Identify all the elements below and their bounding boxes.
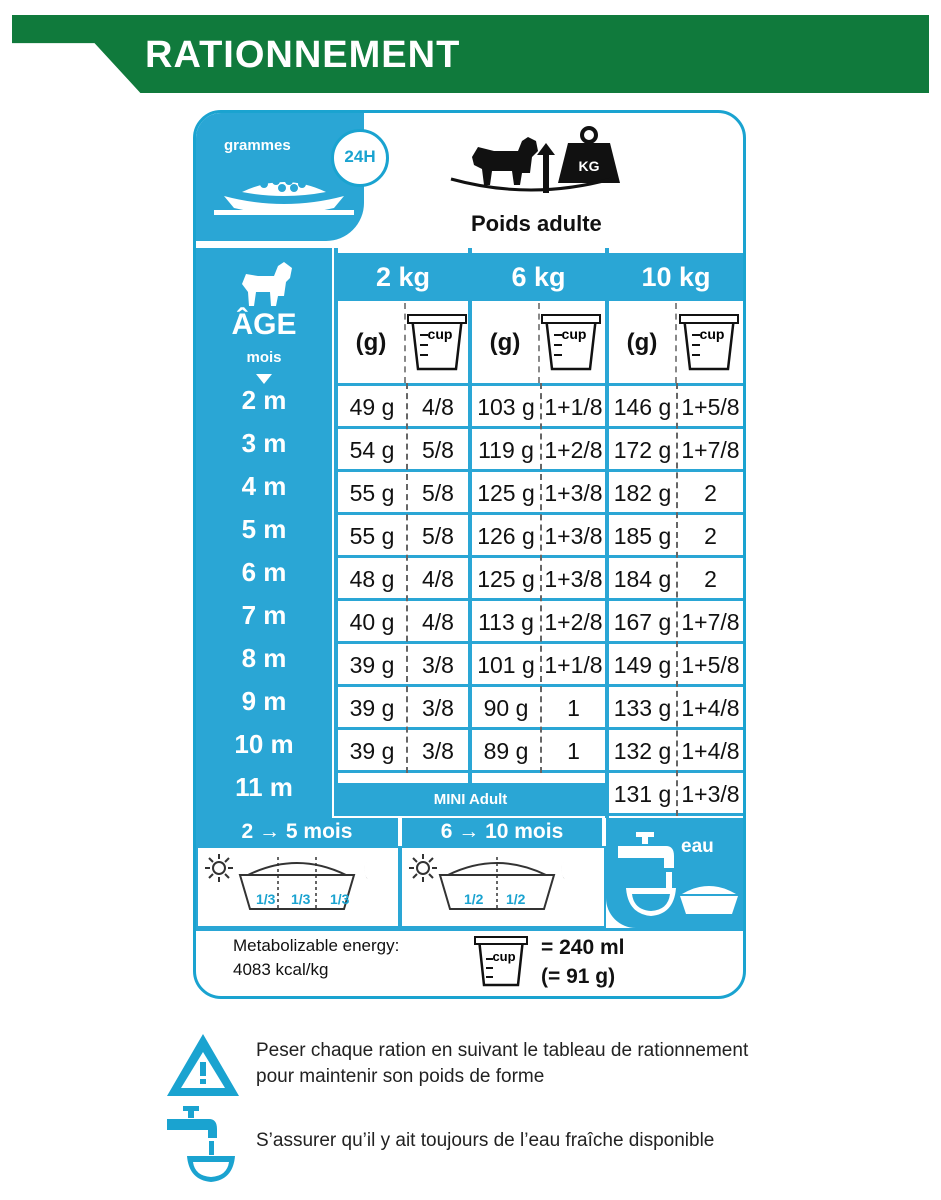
fraction-label: 1/2 [506,891,526,907]
moon-icon [558,855,582,885]
fraction-label: 1/3 [256,891,276,907]
cell-3m-6kg-cup: 1+2/8 [544,437,603,463]
age-3m: 3 m [241,428,287,458]
weigh-note-line2: pour maintenir son poids de forme [256,1066,545,1087]
cell-11m-10kg-g: 131 g [613,781,672,807]
cell-4m-6kg-g: 125 g [477,480,535,506]
energy-value: 4083 kcal/kg [233,960,329,979]
svg-text:cup: cup [492,949,516,964]
cell-9m-10kg-cup: 1+4/8 [681,695,740,721]
cell-5m-2kg-cup: 5/8 [422,523,454,549]
cell-3m-2kg-g: 54 g [349,437,395,463]
age-2m: 2 m [241,385,287,415]
age-8m: 8 m [241,643,287,673]
cell-6m-10kg-cup: 2 [704,566,717,592]
cell-8m-10kg-g: 149 g [613,652,672,678]
sun-icon [408,853,438,883]
weight-header-6kg: 6 kg [472,253,605,301]
cell-9m-10kg-g: 133 g [613,695,672,721]
cell-2m-2kg-cup: 4/8 [422,394,454,420]
cell-11m-10kg-cup: 1+3/8 [681,781,740,807]
cup-icon [678,313,740,373]
cell-10m-2kg-g: 39 g [349,738,395,764]
cell-6m-2kg-cup: 4/8 [422,566,454,592]
cell-8m-2kg-g: 39 g [349,652,395,678]
svg-text:cup: cup [427,326,453,342]
fraction-label: 1/3 [291,891,311,907]
svg-text:cup: cup [699,326,725,342]
clock-icon: 24H [331,129,389,187]
col-grams-6kg: (g) [472,303,540,383]
age-title: ÂGE [231,308,297,341]
grid-line [196,928,743,931]
age-7m: 7 m [241,600,287,630]
energy-label: Metabolizable energy: [233,936,400,955]
faucet-icon [165,1104,245,1184]
cell-10m-10kg-cup: 1+4/8 [681,738,740,764]
mini-adult-label: MINI Adult [334,783,607,816]
cell-2m-2kg-g: 49 g [349,394,395,420]
faucet-icon [614,828,684,923]
cell-4m-2kg-g: 55 g [349,480,395,506]
cell-8m-6kg-g: 101 g [477,652,535,678]
cup-icon [474,935,528,989]
weigh-note-line1: Peser chaque ration en suivant le tableau de rationnement [256,1040,749,1061]
cell-2m-10kg-g: 146 g [613,394,672,420]
age-5m: 5 m [241,514,287,544]
cell-8m-2kg-cup: 3/8 [422,652,454,678]
down-arrow-icon [254,372,274,386]
water-note: S’assurer qu’il y ait toujours de l’eau fraîche disponible [256,1130,715,1151]
cell-7m-2kg-g: 40 g [349,609,395,635]
cell-3m-10kg-cup: 1+7/8 [681,437,740,463]
moon-icon [361,855,385,885]
cell-5m-10kg-g: 185 g [613,523,672,549]
water-label: eau [681,836,714,857]
weight-header-2kg: 2 kg [338,253,468,301]
puppy-icon [236,256,296,308]
cell-10m-6kg-cup: 1 [567,738,580,764]
cup-weight: (= 91 g) [541,965,616,988]
cell-3m-10kg-g: 172 g [613,437,672,463]
cell-10m-10kg-g: 132 g [613,738,672,764]
cup-volume: = 240 ml [541,936,625,959]
feeding-header-2-5: 2 → 5 mois [196,818,398,846]
cell-3m-6kg-g: 119 g [478,437,534,463]
age-11m: 11 m [235,772,293,802]
age-4m: 4 m [241,471,287,501]
bowl-icon [436,851,558,913]
grammes-label: grammes [224,137,291,154]
cup-icon [406,313,468,373]
fraction-label: 1/2 [464,891,484,907]
cell-4m-6kg-cup: 1+3/8 [544,480,603,506]
age-10m: 10 m [234,729,294,759]
feeding-card [193,110,746,999]
cell-3m-2kg-cup: 5/8 [422,437,454,463]
cell-5m-6kg-cup: 1+3/8 [544,523,603,549]
cell-5m-10kg-cup: 2 [704,523,717,549]
feeding-header-6-10: 6 → 10 mois [402,818,602,846]
col-grams-10kg: (g) [609,303,677,383]
svg-text:cup: cup [561,326,587,342]
cell-6m-10kg-g: 184 g [613,566,672,592]
cell-9m-2kg-g: 39 g [349,695,395,721]
cell-2m-6kg-cup: 1+1/8 [544,394,603,420]
cell-4m-10kg-cup: 2 [704,480,717,506]
cell-6m-6kg-g: 125 g [477,566,535,592]
page-title: RATIONNEMENT [145,34,461,76]
sun-icon [204,853,234,883]
cell-7m-6kg-g: 113 g [478,609,534,635]
weight-title: Poids adulte [471,211,602,236]
cell-2m-6kg-g: 103 g [477,394,535,420]
cell-8m-6kg-cup: 1+1/8 [544,652,603,678]
cell-6m-2kg-g: 48 g [349,566,395,592]
cell-8m-10kg-cup: 1+5/8 [681,652,740,678]
cell-7m-10kg-cup: 1+7/8 [681,609,740,635]
cell-7m-10kg-g: 167 g [613,609,672,635]
curve-arrow [446,175,616,197]
svg-text:KG: KG [578,158,600,174]
cell-9m-6kg-g: 90 g [483,695,529,721]
cell-6m-6kg-cup: 1+3/8 [544,566,603,592]
cell-5m-6kg-g: 126 g [477,523,535,549]
cell-9m-2kg-cup: 3/8 [422,695,454,721]
weight-header-10kg: 10 kg [609,253,743,301]
bowl-icon [214,168,354,218]
fraction-label: 1/3 [330,891,350,907]
cup-icon [540,313,602,373]
water-panel [606,818,743,928]
cell-2m-10kg-cup: 1+5/8 [681,394,740,420]
cell-9m-6kg-cup: 1 [567,695,580,721]
cell-4m-10kg-g: 182 g [613,480,672,506]
age-9m: 9 m [241,686,287,716]
col-grams-2kg: (g) [338,303,406,383]
cell-10m-6kg-g: 89 g [483,738,529,764]
bowl-icon [678,876,740,918]
cell-7m-2kg-cup: 4/8 [422,609,454,635]
cell-10m-2kg-cup: 3/8 [422,738,454,764]
warning-icon [163,1030,243,1100]
age-unit: mois [246,349,282,366]
cell-7m-6kg-cup: 1+2/8 [544,609,603,635]
cell-5m-2kg-g: 55 g [349,523,395,549]
cell-4m-2kg-cup: 5/8 [422,480,454,506]
age-6m: 6 m [241,557,287,587]
